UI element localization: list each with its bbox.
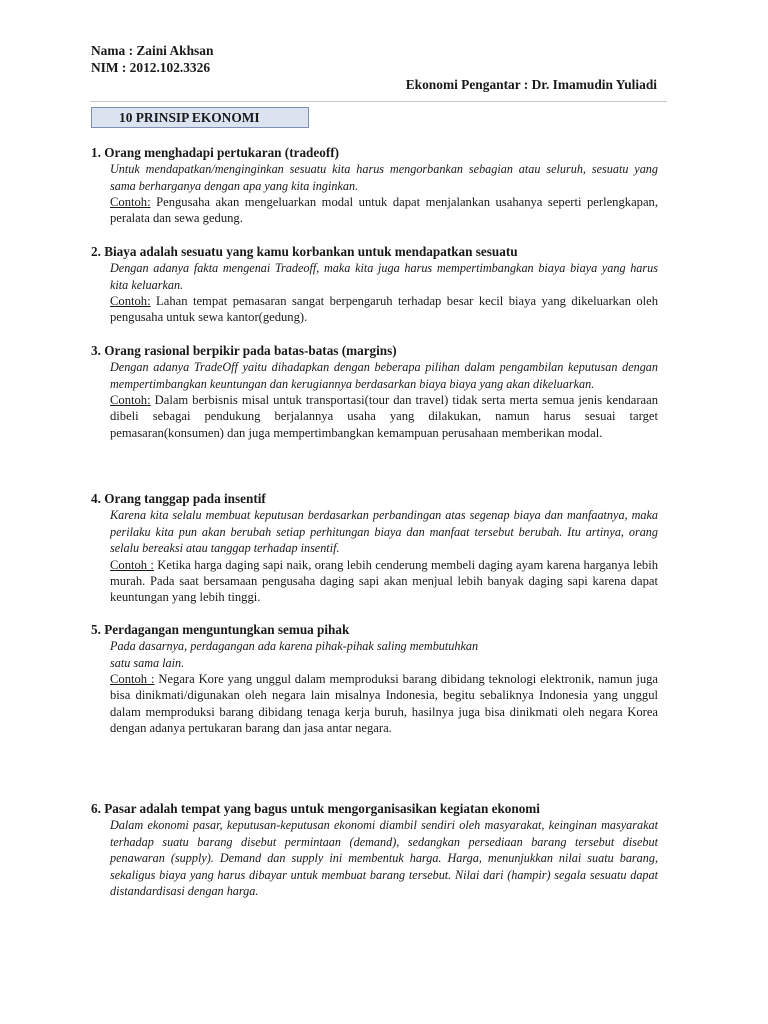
principle-section-6 (91, 800, 658, 900)
principle-example (110, 194, 658, 227)
example-label: Contoh: (110, 195, 151, 209)
principle-heading: 4. Orang tanggap pada insentif (91, 491, 266, 506)
principle-explanation: Dengan adanya fakta mengenai Tradeoff, maka kita juga harus mempertimbangkan biaya biaya yang harus kita keluarkan. (110, 261, 658, 292)
principle-explanation: Dalam ekonomi pasar, keputusan-keputusan ekonomi diambil sendiri oleh masyarakat, keinginan masyarakat terhadap suatu barang disebut permintaan (demand), sedangkan persediaan barang tersebut disebut penawaran (supply). Demand dan supply ini membentuk harga. Harga, menunjukkan nilai suatu barang, sekaligus biaya yang harus dibayar untuk membuat barang tersebut. Nilai dari (hampir) segala sesuatu dapat distandardisasi dengan harga. (110, 818, 658, 898)
principle-example (110, 557, 658, 606)
principle-explanation: Untuk mendapatkan/menginginkan sesuatu kita harus mengorbankan sebagian atau seluruh, sesuatu yang sama berharganya dengan apa yang kita inginkan. (110, 162, 658, 193)
principle-section-2 (91, 243, 658, 326)
principle-section-5 (91, 621, 658, 736)
principle-section-3 (91, 342, 658, 441)
example-label: Contoh: (110, 393, 151, 407)
principle-explanation: Dengan adanya TradeOff yaitu dihadapkan dengan beberapa pilihan dalam pengambilan keputusan dengan mempertimbangkan keuntungan dan kerugiannya berdasarkan biaya biaya yang akan dikeluarkan. (110, 360, 658, 391)
principle-explanation: Karena kita selalu membuat keputusan berdasarkan perbandingan atas segenap biaya dan manfaatnya, maka perilaku kita pun akan berubah setiap perhitungan biaya dan manfaat tersebut berubah. Itu artinya, orang selalu bereaksi atau tanggap terhadap insentif. (110, 508, 658, 555)
principle-section-1 (91, 144, 658, 227)
principle-explanation-line: Pada dasarnya, perdagangan ada karena pihak-pihak saling membutuhkan (110, 639, 479, 653)
principle-heading: 2. Biaya adalah sesuatu yang kamu korbankan untuk mendapatkan sesuatu (91, 244, 518, 259)
example-text: Dalam berbisnis misal untuk transportasi(tour dan travel) tidak serta merta semua jenis kendaraan dibeli sebagai pendukung berjalannya usaha yang dilakukan, namun harus sesuai target pemasaran(konsumen) dan juga mempertimbangkan kemampuan perusahaan memberikan modal. (110, 393, 658, 440)
principle-example (110, 392, 658, 441)
example-text: Pengusaha akan mengeluarkan modal untuk dapat menjalankan usahanya seperti perlengkapan, peralata dan sewa gedung. (110, 195, 658, 226)
principle-example (110, 671, 658, 736)
principle-heading: 6. Pasar adalah tempat yang bagus untuk mengorganisasikan kegiatan ekonomi (91, 801, 540, 816)
example-text: Ketika harga daging sapi naik, orang lebih cenderung membeli daging ayam karena harganya lebih murah. Pada saat bersamaan pengusaha daging sapi akan menjual lebih banyak daging sapi karena dapat keuntungan yang lebih tinggi. (110, 557, 659, 605)
example-label: Contoh: (110, 294, 151, 308)
principle-heading: 1. Orang menghadapi pertukaran (tradeoff) (91, 145, 339, 160)
principle-explanation-line: satu sama lain. (110, 655, 185, 670)
example-label: Contoh : (110, 672, 155, 686)
student-nim: NIM : 2012.102.3326 (91, 60, 211, 75)
principle-heading: 5. Perdagangan menguntungkan semua pihak (91, 622, 350, 637)
principle-example (110, 293, 658, 326)
principle-heading: 3. Orang rasional berpikir pada batas-batas (margins) (91, 343, 397, 358)
example-label: Contoh : (110, 557, 154, 572)
example-text: Lahan tempat pemasaran sangat berpengaruh terhadap besar kecil biaya yang dikeluarkan oleh pengusaha untuk sewa kantor(gedung). (110, 294, 658, 325)
example-text: Negara Kore yang unggul dalam memproduksi barang dibidang teknologi elektronik, namun juga bisa dinikmati/digunakan oleh negara lain misalnya Indonesia, begitu sebaliknya Indonesia yang unggul dalam memproduksi barang dibidang tenaga kerja buruh, hasilnya juga bisa dinikmati oleh negara Korea dengan adanya pertukaran barang dan jasa antar negara. (110, 672, 658, 735)
student-name: Nama : Zaini Akhsan (91, 43, 214, 58)
principle-section-4 (91, 490, 658, 605)
header-divider (90, 101, 667, 102)
document-title: 10 PRINSIP EKONOMI (91, 107, 309, 128)
course-title: Ekonomi Pengantar : Dr. Imamudin Yuliadi (405, 77, 657, 92)
